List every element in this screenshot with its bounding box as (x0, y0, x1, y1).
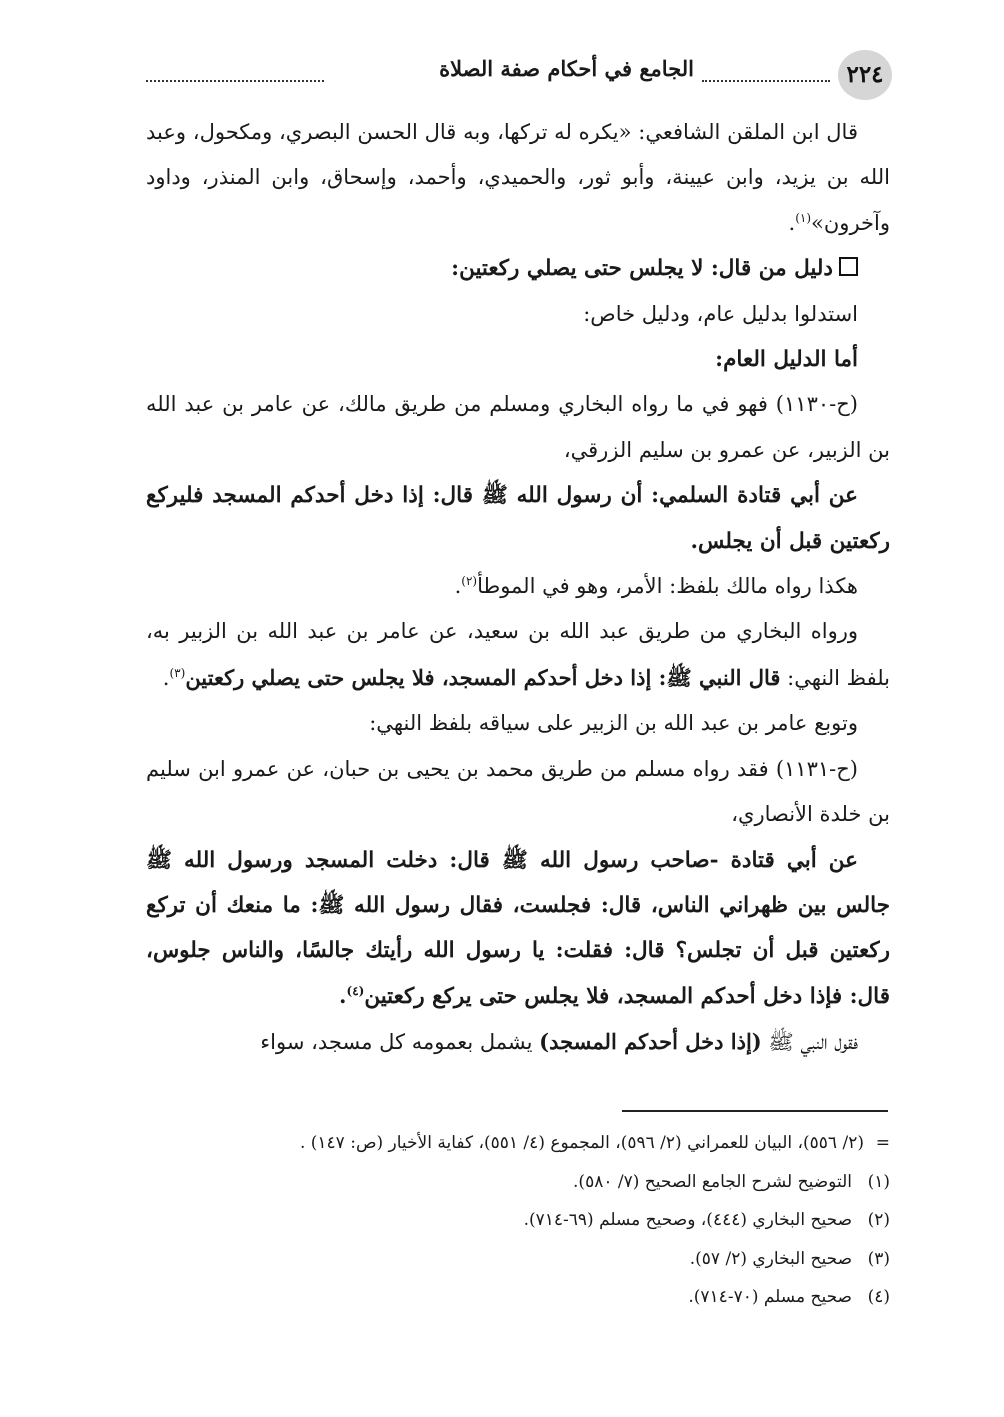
footnotes (146, 1124, 890, 1317)
footnote-item (146, 1201, 890, 1240)
footnote-text: صحيح البخاري (٤٤٤)، وصحيح مسلم (٦٩-٧١٤). (523, 1210, 852, 1231)
subheading-general-evidence: أما الدليل العام: (715, 347, 858, 373)
footnote-ref: (٣) (169, 665, 186, 680)
paragraph-end: . (454, 574, 462, 599)
footnote-text: (٢/ ٥٥٦)، البيان للعمراني (٢/ ٥٩٦)، المجموع (٤/ ٥٥١)، كفاية الأخيار (ص: ١٤٧) . (299, 1133, 864, 1153)
paragraph-text: يشمل بعمومه كل مسجد، سواء (260, 1030, 540, 1055)
paragraph-end: . (339, 983, 347, 1009)
paragraph-text: ورواه البخاري من طريق عبد الله بن سعيد، عن عامر بن عبد الله بن الزبير به، بلفظ النهي: (146, 619, 890, 690)
page-number-badge: ٢٢٤ (838, 50, 892, 100)
footnote-item (146, 1240, 890, 1279)
page-header (146, 40, 892, 106)
footnote-number: (٤) (867, 1287, 890, 1308)
paragraph-isnad-1131: (ح-١١٣١) فقد رواه مسلم من طريق محمد بن يحيى بن حبان، عن عمرو ابن سليم بن خلدة الأنصاري، (146, 756, 890, 827)
paragraph-corroboration: وتوبع عامر بن عبد الله بن الزبير على سياقه بلفظ النهي: (369, 711, 858, 736)
footnote-ref: (١) (795, 210, 812, 225)
section-heading (146, 246, 890, 291)
footnote-number: (٢) (867, 1210, 890, 1231)
paragraph-ibn-mulaqqin (146, 110, 890, 246)
paragraph-end: . (162, 665, 170, 690)
paragraph-text: هكذا رواه مالك بلفظ: الأمر، وهو في الموطأ (477, 574, 858, 599)
paragraph-bukhari-wording (146, 609, 890, 701)
hadith-text-1: عن أبي قتادة السلمي: أن رسول الله ﷺ قال: إذا دخل أحدكم المسجد فليركع ركعتين قبل أن يجلس. (146, 483, 890, 554)
footnote-item (146, 1278, 890, 1317)
paragraph-isnad-1130: (ح-١١٣٠) فهو في ما رواه البخاري ومسلم من طريق مالك، عن عامر بن عبد الله بن الزبير، عن عمرو بن سليم الزرقي، (146, 392, 890, 462)
footnote-ref: (٢) (461, 574, 478, 589)
paragraph-text: فقول النبي ﷺ (761, 1030, 858, 1055)
footnote-text: صحيح مسلم (٧٠-٧١٤). (688, 1287, 852, 1308)
footnote-continuation (146, 1124, 890, 1163)
running-title: الجامع في أحكام صفة الصلاة (439, 56, 694, 81)
continuation-marker: = (875, 1133, 890, 1153)
header-dotted-rule-right (702, 80, 830, 82)
paragraph-intro: استدلوا بدليل عام، ودليل خاص: (583, 301, 858, 326)
hadith-text-2 (146, 838, 890, 1020)
paragraph-end: . (788, 210, 796, 235)
footnote-ref: (٤) (346, 983, 365, 998)
main-text (146, 110, 890, 1066)
footnote-separator (622, 1110, 888, 1112)
checkbox-square-icon (839, 257, 858, 276)
footnote-item (146, 1163, 890, 1202)
footnote-number: (١) (867, 1171, 890, 1192)
hadith-text: عن أبي قتادة -صاحب رسول الله ﷺ قال: دخلت المسجد ورسول الله ﷺ جالس بين ظهراني الناس، قال: فجلست، فقال رسول الله ﷺ: ما منعك أن تركع ركعتين قبل أن تجلس؟ قال: فقلت: يا رسول الله رأيتك جالسًا، والناس جلوس، قال: فإذا دخل أحدكم المسجد، فلا يجلس حتى يركع ركعتين (146, 847, 890, 1009)
footnote-number: (٣) (867, 1248, 890, 1269)
footnote-text: صحيح البخاري (٢/ ٥٧). (689, 1248, 852, 1269)
section-heading-text: دليل من قال: لا يجلس حتى يصلي ركعتين: (451, 256, 833, 282)
hadith-quote: (إذا دخل أحدكم المسجد) (539, 1029, 762, 1055)
paragraph-text: قال ابن الملقن الشافعي: «يكره له تركها، وبه قال الحسن البصري، ومكحول، وعبد الله بن يزيد، وابن عيينة، وأبو ثور، والحميدي، وأحمد، وإسحاق، وابن المنذر، وداود وآخرون» (146, 120, 890, 235)
paragraph-conclusion (146, 1019, 890, 1065)
footnote-text: التوضيح لشرح الجامع الصحيح (٧/ ٥٨٠). (573, 1171, 852, 1192)
paragraph-malik-wording (146, 564, 890, 609)
header-dotted-rule-left (146, 80, 324, 82)
hadith-quote: قال النبي ﷺ: إذا دخل أحدكم المسجد، فلا يجلس حتى يصلي ركعتين (185, 664, 781, 690)
